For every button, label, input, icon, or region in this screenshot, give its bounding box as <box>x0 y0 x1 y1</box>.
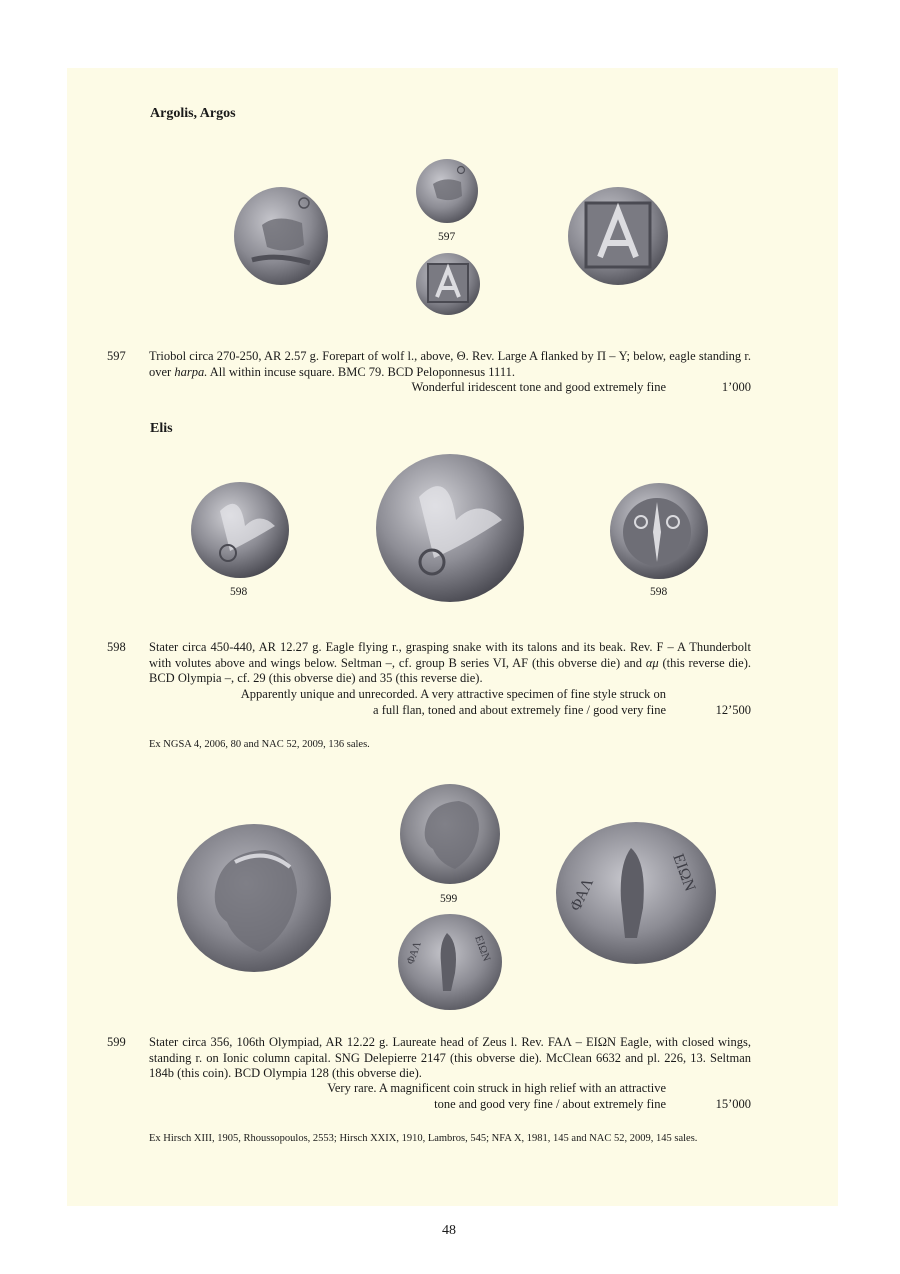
lot-price-599: 15’000 <box>715 1097 751 1111</box>
page-number: 48 <box>442 1223 456 1238</box>
coin-599-obverse <box>399 783 501 885</box>
coin-598-obverse-enlarged <box>374 452 526 604</box>
lot-remark-597: Wonderful iridescent tone and good extremely fine <box>411 380 666 394</box>
lot-price-598: 12’500 <box>715 703 751 717</box>
lot-provenance-599: Ex Hirsch XIII, 1905, Rhoussopoulos, 2553; Hirsch XXIX, 1910, Lambros, 545; NFA X, 1981, 145 and NAC 52, 2009, 145 sales. <box>149 1133 698 1144</box>
coin-598-obverse <box>190 481 290 579</box>
coin-caption-598-right: 598 <box>650 586 668 598</box>
coin-599-reverse <box>397 913 503 1011</box>
coin-599-reverse-enlarged <box>555 820 717 966</box>
coin-caption-599: 599 <box>440 893 458 905</box>
section-heading-elis: Elis <box>150 421 173 436</box>
section-heading-argolis: Argolis, Argos <box>150 106 236 121</box>
coin-599-obverse-enlarged <box>175 822 333 974</box>
coin-597-obverse <box>415 158 479 224</box>
lot-remark-599-line1: Very rare. A magnificent coin struck in high relief with an attractive <box>327 1081 666 1095</box>
coin-caption-597: 597 <box>438 231 456 243</box>
coin-599-reverse-enlarged-legend-right: ΕΙΩΝ <box>669 851 699 894</box>
lot-remark-599-line2: tone and good very fine / about extremely fine <box>434 1097 666 1111</box>
coin-599-reverse-legend-right: ΕΙΩΝ <box>472 933 493 963</box>
lot-description-598: Stater circa 450-440, AR 12.27 g. Eagle flying r., grasping snake with its talons and its beak. Rev. F – A Thunderbolt with volutes above and wings below. Seltman –, cf. group B series VI, AF (this obverse die) and αμ (this reverse die). BCD Olympia –, cf. 29 (this obverse die) and 35 (this reverse die). <box>149 640 751 685</box>
lot-remark-598-line2: a full flan, toned and about extremely fine / good very fine <box>373 703 666 717</box>
lot-number-597: 597 <box>107 349 126 363</box>
lot-remark-598-line1: Apparently unique and unrecorded. A very attractive specimen of fine style struck on <box>240 687 666 701</box>
coin-597-reverse-enlarged <box>566 185 670 287</box>
coin-598-reverse <box>609 482 709 580</box>
coin-599-reverse-legend-left: ΦΑΛ <box>404 939 424 967</box>
lot-number-598: 598 <box>107 640 126 654</box>
lot-number-599: 599 <box>107 1035 126 1049</box>
coin-597-obverse-enlarged <box>232 185 330 287</box>
coin-597-reverse <box>415 252 481 316</box>
lot-description-599: Stater circa 356, 106th Olympiad, AR 12.22 g. Laureate head of Zeus l. Rev. FAΛ – EIΩN Eagle, with closed wings, standing r. on Ionic column capital. SNG Delepierre 2147 (this obverse die). McClean 6632 and pl. 226, 13. Seltman 184b (this coin). BCD Olympia 128 (this obverse die). <box>149 1035 751 1080</box>
lot-price-597: 1’000 <box>721 380 751 394</box>
coin-caption-598-left: 598 <box>230 586 248 598</box>
coin-599-reverse-enlarged-legend-left: ΦΑΛ <box>567 875 598 914</box>
lot-description-597: Triobol circa 270-250, AR 2.57 g. Forepart of wolf l., above, Θ. Rev. Large A flanked by Π – Y; below, eagle standing r. over harpa. All within incuse square. BMC 79. BCD Peloponnesus 1111. <box>149 349 751 379</box>
lot-provenance-598: Ex NGSA 4, 2006, 80 and NAC 52, 2009, 136 sales. <box>149 739 370 750</box>
